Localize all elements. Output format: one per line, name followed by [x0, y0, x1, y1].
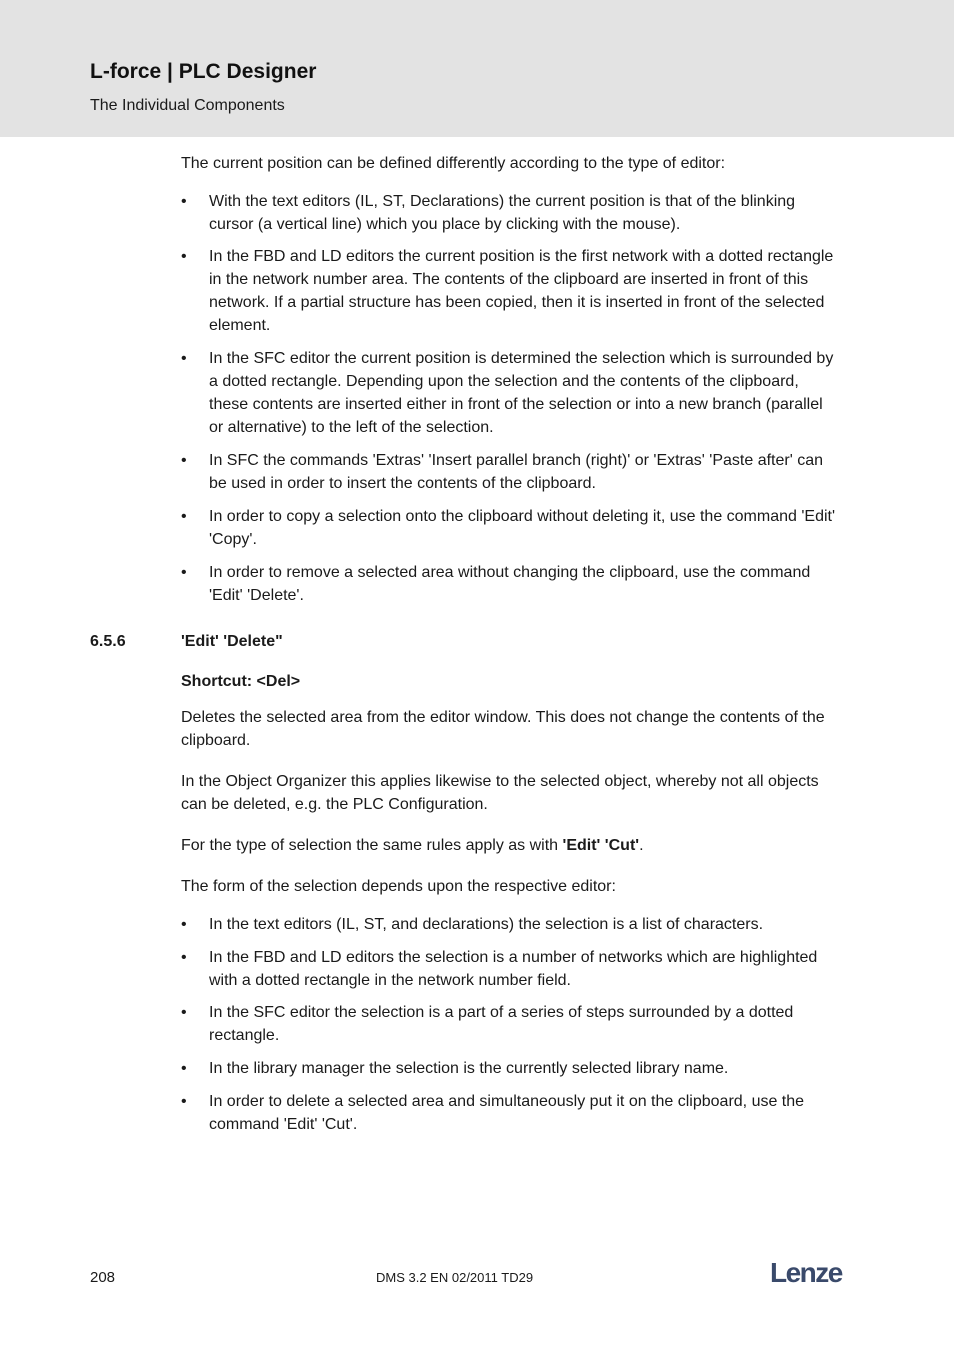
document-title: L-force | PLC Designer: [90, 60, 317, 83]
section-body: [181, 670, 841, 1136]
paragraph-text: .: [639, 837, 644, 854]
list-item: • In the FBD and LD editors the current position is the first network with a dotted rectangle in the network number area. The contents of the clipboard are inserted in front of this network. If a partial structure has been copied, then it is inserted in front of the selected element.: [181, 245, 841, 337]
page-number: 208: [90, 1269, 116, 1286]
selection-bullet-list: [181, 913, 841, 1136]
list-item: • In order to copy a selection onto the clipboard without deleting it, use the command 'Edit' 'Copy'.: [181, 505, 841, 551]
paragraph: Deletes the selected area from the editor window. This does not change the contents of the clipboard.: [181, 709, 825, 749]
list-item: • In the SFC editor the selection is a part of a series of steps surrounded by a dotted rectangle.: [181, 1001, 841, 1047]
list-item: • In order to delete a selected area and simultaneously put it on the clipboard, use the command 'Edit' 'Cut'.: [181, 1090, 841, 1136]
intro-bullet-list: [181, 190, 841, 607]
list-item: • With the text editors (IL, ST, Declarations) the current position is that of the blinking cursor (a vertical line) which you place by clicking with the mouse).: [181, 190, 841, 236]
document-reference: DMS 3.2 EN 02/2011 TD29: [376, 1270, 534, 1285]
list-item: • In the SFC editor the current position is determined the selection which is surrounded by a dotted rectangle. Depending upon the selection and the contents of the clipboard, these contents are inserted either in front of the selection or into a new branch (parallel or alternative) to the left of the selection.: [181, 347, 841, 439]
section-number: 6.5.6: [90, 633, 126, 650]
list-item: • In order to remove a selected area without changing the clipboard, use the command 'Edit' 'Delete'.: [181, 561, 841, 607]
intro-paragraph: The current position can be defined differently according to the type of editor:: [181, 155, 726, 172]
paragraph-text: For the type of selection the same rules apply as with: [181, 837, 563, 854]
paragraph: In the Object Organizer this applies likewise to the selected object, whereby not all objects can be deleted, e.g. the PLC Configuration.: [181, 773, 819, 813]
list-item: • In the text editors (IL, ST, and declarations) the selection is a list of characters.: [181, 913, 841, 936]
intro-block: [181, 152, 841, 607]
list-item: • In the FBD and LD editors the selection is a number of networks which are highlighted with a dotted rectangle in the network number field.: [181, 946, 841, 992]
shortcut-label: Shortcut: <Del>: [181, 673, 301, 690]
command-reference: 'Edit' 'Cut': [562, 837, 640, 854]
paragraph: The form of the selection depends upon the respective editor:: [181, 878, 616, 895]
lenze-logo: [770, 1256, 850, 1288]
logo-wordmark: Lenze: [770, 1257, 842, 1288]
list-item: • In SFC the commands 'Extras' 'Insert parallel branch (right)' or 'Extras' 'Paste after' can be used in order to insert the contents of the clipboard.: [181, 449, 841, 495]
list-item: • In the library manager the selection is the currently selected library name.: [181, 1057, 841, 1080]
paragraph: [181, 834, 841, 857]
chapter-subtitle: The Individual Components: [90, 97, 285, 114]
section-title: 'Edit' 'Delete": [181, 633, 283, 650]
